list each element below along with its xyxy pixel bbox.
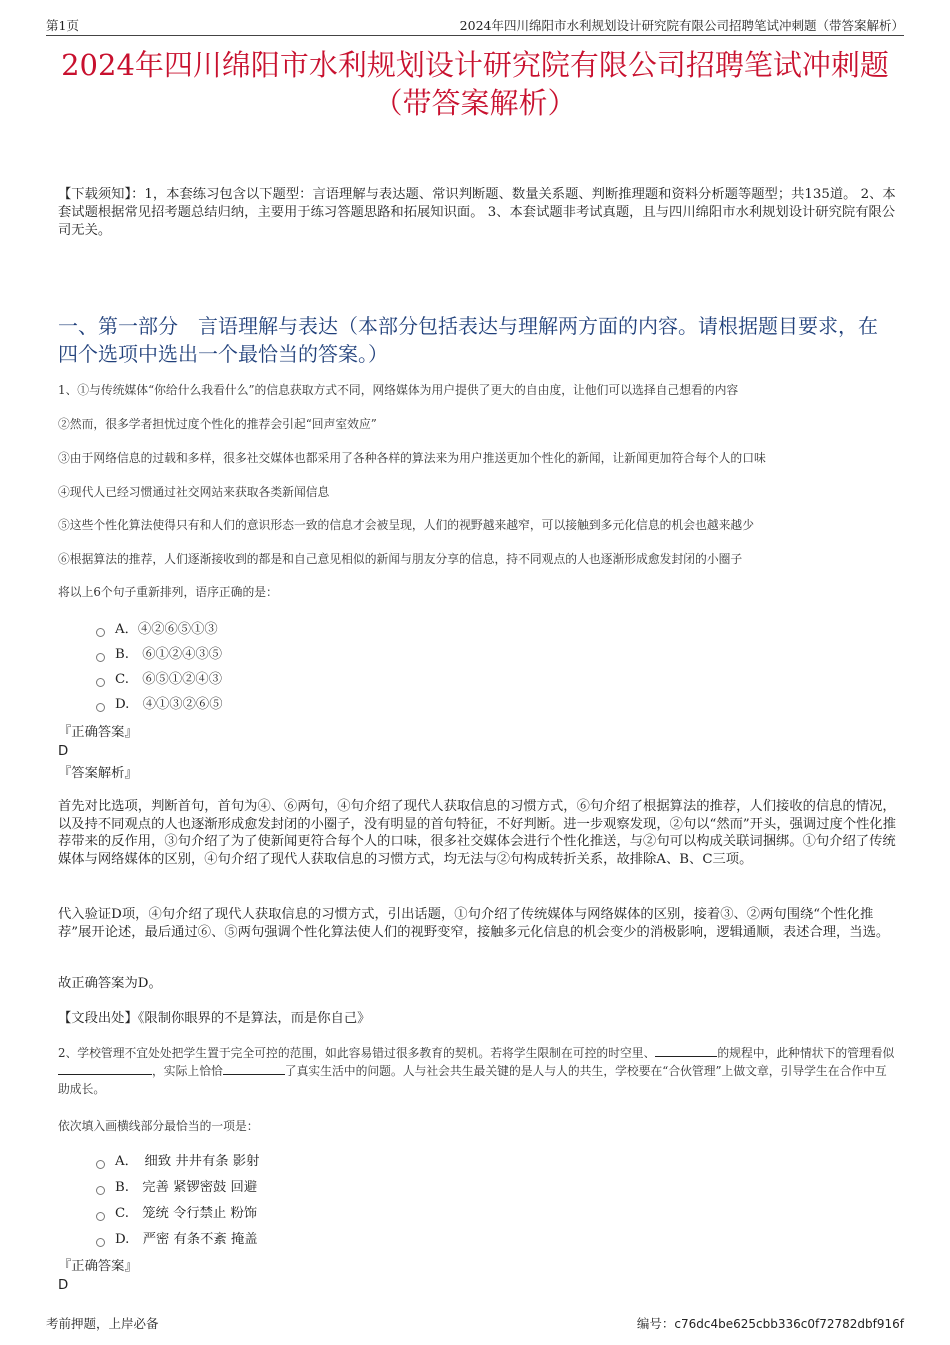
q2-option-d[interactable] bbox=[96, 1230, 258, 1250]
q2-text-c: ，实际上恰恰 bbox=[152, 1064, 223, 1078]
radio-icon[interactable] bbox=[96, 1186, 105, 1195]
radio-icon[interactable] bbox=[96, 1160, 105, 1169]
q2-blank-3[interactable] bbox=[223, 1063, 285, 1075]
q1-analysis-p1: 首先对比选项，判断首句，首句为④、⑥两句，④句介绍了现代人获取信息的习惯方式，⑥句介绍了根据算法的推荐，人们接收的信息的情况，以及持不同观点的人也逐渐形成愈发封闭的小圈子，没有明显的首句特征，不好判断。进一步观察发现，②句以“然而”开头，强调过度个性化推荐带来的反作用，③句介绍了为了使新闻更符合每个人的口味，很多社交媒体会进行个性化推送，与②句可以构成关联词捆绑。①句介绍了传统媒体与网络媒体的区别，④句介绍了现代人获取信息的习惯方式，均无法与②句构成转折关系，故排除A、B、C三项。 bbox=[58, 799, 896, 867]
q2-option-a[interactable] bbox=[96, 1152, 259, 1172]
option-label: D. 严密 有条不紊 掩盖 bbox=[115, 1232, 258, 1247]
q2-stem: 依次填入画横线部分最恰当的一项是： bbox=[58, 1119, 259, 1133]
q1-sentence-2: ②然而，很多学者担忧过度个性化的推荐会引起“回声室效应” bbox=[58, 417, 377, 431]
q1-sentence-6: ⑥根据算法的推荐，人们逐渐接收到的都是和自己意见相似的新闻与朋友分享的信息，持不同观点的人也逐渐形成愈发封闭的小圈子 bbox=[58, 552, 743, 566]
q1-sentence-4: ④现代人已经习惯通过社交网站来获取各类新闻信息 bbox=[58, 485, 330, 499]
q1-sentence-5: ⑤这些个性化算法使得只有和人们的意识形态一致的信息才会被呈现，人们的视野越来越窄，可以接触到多元化信息的机会也越来越少 bbox=[58, 518, 755, 532]
footer-slogan: 考前押题，上岸必备 bbox=[46, 1316, 159, 1331]
radio-icon[interactable] bbox=[96, 1238, 105, 1247]
download-notice: 【下载须知】：1，本套练习包含以下题型：言语理解与表达题、常识判断题、数量关系题、判断推理题和资料分析题等题型；共135道。 2、本套试题根据常见招考题总结归纳，主要用于练习答题思路和拓展知识面。 3、本套试题非考试真题，且与四川绵阳市水利规划设计研究院有限公司无关。 bbox=[58, 187, 896, 238]
q1-stem: 将以上6个句子重新排列，语序正确的是： bbox=[58, 585, 278, 599]
q1-option-a[interactable] bbox=[96, 620, 218, 640]
q2-option-c[interactable] bbox=[96, 1204, 257, 1224]
option-label: B. ⑥①②④③⑤ bbox=[115, 647, 223, 662]
option-label: D. ④①③②⑥⑤ bbox=[115, 697, 223, 712]
footer-code-value: c76dc4be625cbb336c0f72782dbf916f bbox=[674, 1317, 904, 1331]
header-doc-title: 2024年四川绵阳市水利规划设计研究院有限公司招聘笔试冲刺题（带答案解析） bbox=[459, 18, 904, 33]
q2-text bbox=[58, 1044, 896, 1098]
q2-blank-2[interactable] bbox=[58, 1063, 152, 1075]
q1-answer: D bbox=[58, 744, 69, 759]
q1-option-d[interactable] bbox=[96, 695, 223, 715]
radio-icon[interactable] bbox=[96, 653, 105, 662]
q1-sentence-3: ③由于网络信息的过载和多样，很多社交媒体也都采用了各种各样的算法来为用户推送更加个性化的新闻，让新闻更加符合每个人的口味 bbox=[58, 451, 766, 465]
radio-icon[interactable] bbox=[96, 628, 105, 637]
q2-text-d: 了真实生活中的问题。人与社会共生最关键的是人与人的共生，学校要在“合伙管理”上做文章，引导学生在合作中互助成长。 bbox=[58, 1064, 887, 1096]
q2-answer: D bbox=[58, 1278, 69, 1293]
q1-sentence-1: 1、①与传统媒体“你给什么我看什么”的信息获取方式不同，网络媒体为用户提供了更大的自由度，让他们可以选择自己想看的内容 bbox=[58, 383, 739, 397]
option-label: C. 笼统 令行禁止 粉饰 bbox=[115, 1206, 258, 1221]
radio-icon[interactable] bbox=[96, 703, 105, 712]
q1-analysis-tag: 『答案解析』 bbox=[58, 766, 138, 781]
document-title: 2024年四川绵阳市水利规划设计研究院有限公司招聘笔试冲刺题（带答案解析） bbox=[61, 48, 889, 120]
q2-blank-1[interactable] bbox=[655, 1045, 717, 1057]
option-label: A．④②⑥⑤①③ bbox=[115, 622, 218, 637]
q2-option-b[interactable] bbox=[96, 1178, 257, 1198]
q1-option-b[interactable] bbox=[96, 645, 222, 665]
option-label: A． 细致 井井有条 影射 bbox=[115, 1154, 260, 1169]
q1-analysis-p3: 故正确答案为D。 bbox=[58, 976, 162, 991]
option-label: B. 完善 紧锣密鼓 回避 bbox=[115, 1180, 258, 1195]
q1-analysis-p2: 代入验证D项，④句介绍了现代人获取信息的习惯方式，引出话题，①句介绍了传统媒体与网络媒体的区别，接着③、②两句围绕“个性化推荐”展开论述，最后通过⑥、⑤两句强调个性化算法使人们的视野变窄，接触多元化信息的机会变少的消极影响，逻辑通顺，表述合理，当选。 bbox=[58, 907, 890, 940]
page-number: 第1页 bbox=[46, 18, 79, 33]
q1-answer-tag: 『正确答案』 bbox=[58, 725, 138, 740]
radio-icon[interactable] bbox=[96, 678, 105, 687]
q2-text-a: 2、学校管理不宜处处把学生置于完全可控的范围，如此容易错过很多教育的契机。若将学生限制在可控的时空里、 bbox=[58, 1046, 656, 1060]
q1-source: 【文段出处】《限制你眼界的不是算法，而是你自己》 bbox=[58, 1011, 371, 1026]
q2-text-b: 的规程中，此种情状下的管理看似 bbox=[717, 1046, 895, 1060]
radio-icon[interactable] bbox=[96, 1212, 105, 1221]
q2-answer-tag: 『正确答案』 bbox=[58, 1259, 138, 1274]
q1-option-c[interactable] bbox=[96, 670, 222, 690]
option-label: C. ⑥⑤①②④③ bbox=[115, 672, 223, 687]
footer-code bbox=[637, 1314, 904, 1332]
page-header bbox=[46, 14, 904, 36]
section-heading: 一、第一部分 言语理解与表达（本部分包括表达与理解两方面的内容。请根据题目要求，在四个选项中选出一个最恰当的答案。） bbox=[58, 314, 878, 366]
footer-code-label: 编号： bbox=[636, 1316, 675, 1331]
